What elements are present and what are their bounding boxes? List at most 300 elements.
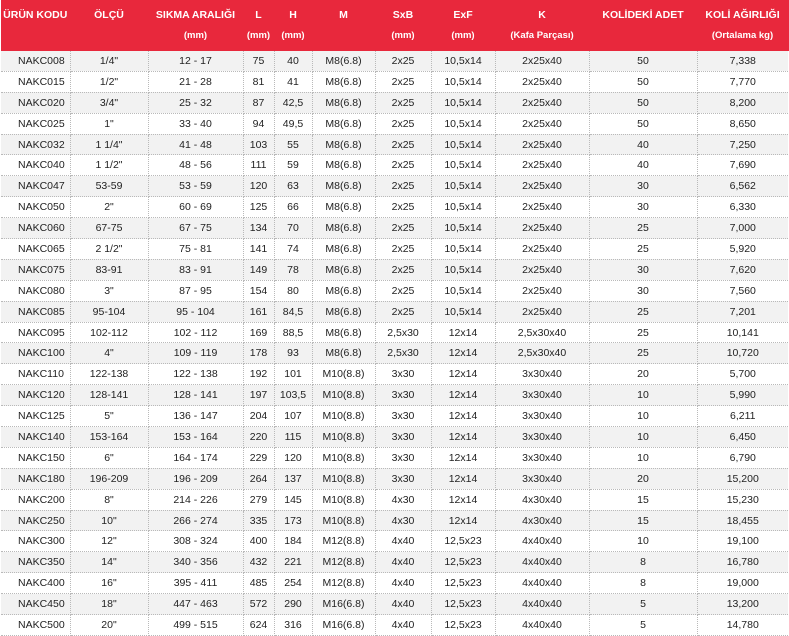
cell-box-weight: 7,338	[697, 51, 788, 71]
cell-size: 1"	[70, 113, 148, 134]
cell-clamp-range: 266 - 274	[148, 510, 243, 531]
table-row	[1, 176, 788, 197]
table-row	[1, 531, 788, 552]
cell-k: 2,5x30x40	[495, 322, 589, 343]
cell-size: 1 1/2"	[70, 155, 148, 176]
col-header-product-code: ÜRÜN KODU	[1, 0, 70, 30]
cell-product-code: NAKC100	[1, 343, 70, 364]
cell-product-code: NAKC300	[1, 531, 70, 552]
cell-box-qty: 10	[589, 427, 697, 448]
cell-k: 4x40x40	[495, 594, 589, 615]
cell-size: 14"	[70, 552, 148, 573]
cell-sxb: 3x30	[375, 385, 431, 406]
cell-size: 5"	[70, 406, 148, 427]
unit-k: (Kafa Parçası)	[495, 30, 589, 51]
cell-product-code: NAKC040	[1, 155, 70, 176]
cell-k: 3x30x40	[495, 406, 589, 427]
cell-sxb: 2x25	[375, 280, 431, 301]
cell-size: 12"	[70, 531, 148, 552]
table-header	[1, 0, 788, 51]
cell-product-code: NAKC047	[1, 176, 70, 197]
table-row	[1, 239, 788, 260]
unit-clamp-range: (mm)	[148, 30, 243, 51]
cell-exf: 10,5x14	[431, 197, 495, 218]
cell-l: 149	[243, 259, 274, 280]
cell-exf: 10,5x14	[431, 51, 495, 71]
cell-m: M16(6.8)	[312, 594, 375, 615]
table-row	[1, 155, 788, 176]
cell-l: 220	[243, 427, 274, 448]
cell-k: 4x40x40	[495, 615, 589, 636]
cell-m: M8(6.8)	[312, 176, 375, 197]
cell-h: 145	[274, 489, 312, 510]
cell-h: 80	[274, 280, 312, 301]
cell-h: 55	[274, 134, 312, 155]
cell-exf: 10,5x14	[431, 134, 495, 155]
cell-clamp-range: 308 - 324	[148, 531, 243, 552]
cell-product-code: NAKC140	[1, 427, 70, 448]
cell-size: 2"	[70, 197, 148, 218]
cell-clamp-range: 153 - 164	[148, 427, 243, 448]
cell-k: 3x30x40	[495, 447, 589, 468]
cell-clamp-range: 102 - 112	[148, 322, 243, 343]
cell-exf: 12,5x23	[431, 531, 495, 552]
cell-box-weight: 7,690	[697, 155, 788, 176]
cell-box-weight: 15,230	[697, 489, 788, 510]
cell-l: 81	[243, 71, 274, 92]
cell-size: 4"	[70, 343, 148, 364]
cell-clamp-range: 499 - 515	[148, 615, 243, 636]
cell-k: 4x40x40	[495, 531, 589, 552]
unit-l: (mm)	[243, 30, 274, 51]
cell-clamp-range: 164 - 174	[148, 447, 243, 468]
cell-clamp-range: 395 - 411	[148, 573, 243, 594]
cell-box-qty: 10	[589, 385, 697, 406]
cell-product-code: NAKC020	[1, 92, 70, 113]
cell-k: 2x25x40	[495, 176, 589, 197]
cell-sxb: 2,5x30	[375, 322, 431, 343]
cell-m: M16(6.8)	[312, 615, 375, 636]
table-row	[1, 218, 788, 239]
col-header-l: L	[243, 0, 274, 30]
cell-product-code: NAKC080	[1, 280, 70, 301]
cell-clamp-range: 12 - 17	[148, 51, 243, 71]
cell-k: 2x25x40	[495, 113, 589, 134]
table-row	[1, 447, 788, 468]
cell-exf: 12x14	[431, 489, 495, 510]
cell-box-weight: 10,141	[697, 322, 788, 343]
cell-exf: 12,5x23	[431, 594, 495, 615]
header-row-titles	[1, 0, 788, 30]
col-header-exf: ExF	[431, 0, 495, 30]
cell-box-weight: 7,201	[697, 301, 788, 322]
unit-box-weight: (Ortalama kg)	[697, 30, 788, 51]
cell-size: 3/4"	[70, 92, 148, 113]
cell-exf: 10,5x14	[431, 259, 495, 280]
cell-h: 59	[274, 155, 312, 176]
cell-sxb: 2x25	[375, 92, 431, 113]
cell-box-qty: 10	[589, 531, 697, 552]
cell-box-qty: 25	[589, 218, 697, 239]
cell-box-weight: 8,650	[697, 113, 788, 134]
cell-size: 16"	[70, 573, 148, 594]
cell-size: 20"	[70, 615, 148, 636]
cell-sxb: 4x30	[375, 489, 431, 510]
cell-sxb: 2x25	[375, 51, 431, 71]
unit-h: (mm)	[274, 30, 312, 51]
cell-m: M10(8.8)	[312, 385, 375, 406]
table-row	[1, 197, 788, 218]
cell-box-qty: 25	[589, 301, 697, 322]
cell-m: M8(6.8)	[312, 71, 375, 92]
cell-exf: 10,5x14	[431, 301, 495, 322]
cell-h: 101	[274, 364, 312, 385]
cell-box-weight: 7,250	[697, 134, 788, 155]
cell-m: M10(8.8)	[312, 427, 375, 448]
cell-l: 94	[243, 113, 274, 134]
table-row	[1, 468, 788, 489]
cell-box-weight: 14,780	[697, 615, 788, 636]
unit-size	[70, 30, 148, 51]
table-row	[1, 385, 788, 406]
cell-k: 3x30x40	[495, 427, 589, 448]
cell-size: 3"	[70, 280, 148, 301]
cell-box-weight: 7,000	[697, 218, 788, 239]
cell-k: 3x30x40	[495, 364, 589, 385]
cell-product-code: NAKC050	[1, 197, 70, 218]
cell-size: 53-59	[70, 176, 148, 197]
cell-exf: 10,5x14	[431, 176, 495, 197]
cell-m: M8(6.8)	[312, 197, 375, 218]
cell-box-weight: 16,780	[697, 552, 788, 573]
cell-k: 2x25x40	[495, 280, 589, 301]
cell-sxb: 3x30	[375, 447, 431, 468]
cell-box-qty: 40	[589, 155, 697, 176]
cell-product-code: NAKC032	[1, 134, 70, 155]
cell-product-code: NAKC095	[1, 322, 70, 343]
cell-sxb: 2x25	[375, 259, 431, 280]
cell-clamp-range: 21 - 28	[148, 71, 243, 92]
cell-product-code: NAKC180	[1, 468, 70, 489]
cell-exf: 12x14	[431, 447, 495, 468]
cell-l: 103	[243, 134, 274, 155]
cell-clamp-range: 41 - 48	[148, 134, 243, 155]
cell-exf: 12x14	[431, 343, 495, 364]
cell-l: 229	[243, 447, 274, 468]
col-header-h: H	[274, 0, 312, 30]
cell-sxb: 4x40	[375, 594, 431, 615]
cell-h: 107	[274, 406, 312, 427]
cell-k: 4x40x40	[495, 573, 589, 594]
cell-h: 78	[274, 259, 312, 280]
cell-size: 122-138	[70, 364, 148, 385]
cell-l: 197	[243, 385, 274, 406]
cell-l: 154	[243, 280, 274, 301]
cell-m: M8(6.8)	[312, 239, 375, 260]
cell-m: M8(6.8)	[312, 301, 375, 322]
cell-box-weight: 6,562	[697, 176, 788, 197]
cell-l: 125	[243, 197, 274, 218]
cell-size: 18"	[70, 594, 148, 615]
cell-l: 120	[243, 176, 274, 197]
cell-product-code: NAKC125	[1, 406, 70, 427]
unit-box-qty	[589, 30, 697, 51]
cell-l: 400	[243, 531, 274, 552]
cell-k: 4x40x40	[495, 552, 589, 573]
cell-box-qty: 15	[589, 489, 697, 510]
cell-m: M8(6.8)	[312, 92, 375, 113]
cell-product-code: NAKC350	[1, 552, 70, 573]
col-header-clamp-range: SIKMA ARALIĞI	[148, 0, 243, 30]
cell-exf: 10,5x14	[431, 239, 495, 260]
cell-l: 178	[243, 343, 274, 364]
table-row	[1, 594, 788, 615]
table-row	[1, 280, 788, 301]
cell-h: 290	[274, 594, 312, 615]
cell-box-weight: 5,990	[697, 385, 788, 406]
cell-h: 40	[274, 51, 312, 71]
table-row	[1, 92, 788, 113]
cell-exf: 12,5x23	[431, 552, 495, 573]
cell-box-weight: 5,700	[697, 364, 788, 385]
cell-k: 2x25x40	[495, 134, 589, 155]
table-row	[1, 615, 788, 636]
cell-exf: 10,5x14	[431, 113, 495, 134]
cell-sxb: 2x25	[375, 113, 431, 134]
cell-h: 120	[274, 447, 312, 468]
cell-box-qty: 25	[589, 343, 697, 364]
cell-box-qty: 30	[589, 280, 697, 301]
cell-box-qty: 50	[589, 71, 697, 92]
cell-clamp-range: 109 - 119	[148, 343, 243, 364]
table-row	[1, 343, 788, 364]
cell-sxb: 2x25	[375, 155, 431, 176]
cell-box-weight: 7,560	[697, 280, 788, 301]
cell-h: 42,5	[274, 92, 312, 113]
cell-clamp-range: 87 - 95	[148, 280, 243, 301]
cell-l: 134	[243, 218, 274, 239]
cell-l: 75	[243, 51, 274, 71]
cell-clamp-range: 447 - 463	[148, 594, 243, 615]
cell-product-code: NAKC150	[1, 447, 70, 468]
cell-clamp-range: 25 - 32	[148, 92, 243, 113]
cell-box-weight: 6,211	[697, 406, 788, 427]
cell-size: 67-75	[70, 218, 148, 239]
table-row	[1, 134, 788, 155]
col-header-size: ÖLÇÜ	[70, 0, 148, 30]
cell-m: M8(6.8)	[312, 155, 375, 176]
cell-exf: 12x14	[431, 322, 495, 343]
cell-box-weight: 13,200	[697, 594, 788, 615]
cell-size: 128-141	[70, 385, 148, 406]
table-body	[1, 51, 788, 635]
cell-exf: 12x14	[431, 385, 495, 406]
cell-product-code: NAKC120	[1, 385, 70, 406]
cell-box-qty: 20	[589, 468, 697, 489]
cell-m: M10(8.8)	[312, 447, 375, 468]
table-row	[1, 489, 788, 510]
table-row	[1, 427, 788, 448]
cell-exf: 12,5x23	[431, 573, 495, 594]
cell-size: 153-164	[70, 427, 148, 448]
cell-product-code: NAKC065	[1, 239, 70, 260]
cell-m: M8(6.8)	[312, 259, 375, 280]
cell-sxb: 2x25	[375, 239, 431, 260]
cell-l: 111	[243, 155, 274, 176]
cell-sxb: 3x30	[375, 406, 431, 427]
table-row	[1, 573, 788, 594]
cell-product-code: NAKC008	[1, 51, 70, 71]
cell-box-qty: 20	[589, 364, 697, 385]
cell-box-weight: 10,720	[697, 343, 788, 364]
cell-sxb: 4x40	[375, 573, 431, 594]
cell-box-qty: 5	[589, 615, 697, 636]
cell-clamp-range: 53 - 59	[148, 176, 243, 197]
table-row	[1, 552, 788, 573]
cell-h: 41	[274, 71, 312, 92]
cell-h: 49,5	[274, 113, 312, 134]
cell-product-code: NAKC250	[1, 510, 70, 531]
cell-box-weight: 15,200	[697, 468, 788, 489]
cell-box-qty: 50	[589, 92, 697, 113]
cell-product-code: NAKC025	[1, 113, 70, 134]
cell-m: M8(6.8)	[312, 280, 375, 301]
col-header-sxb: SxB	[375, 0, 431, 30]
cell-box-qty: 25	[589, 322, 697, 343]
cell-k: 2x25x40	[495, 259, 589, 280]
cell-h: 74	[274, 239, 312, 260]
cell-k: 3x30x40	[495, 385, 589, 406]
table-row	[1, 113, 788, 134]
cell-k: 3x30x40	[495, 468, 589, 489]
cell-box-weight: 7,620	[697, 259, 788, 280]
cell-h: 66	[274, 197, 312, 218]
unit-m	[312, 30, 375, 51]
cell-box-weight: 6,790	[697, 447, 788, 468]
cell-box-qty: 10	[589, 406, 697, 427]
cell-sxb: 3x30	[375, 427, 431, 448]
table-row	[1, 322, 788, 343]
cell-clamp-range: 67 - 75	[148, 218, 243, 239]
cell-m: M12(8.8)	[312, 573, 375, 594]
cell-sxb: 2x25	[375, 176, 431, 197]
cell-clamp-range: 83 - 91	[148, 259, 243, 280]
cell-h: 70	[274, 218, 312, 239]
cell-exf: 12x14	[431, 406, 495, 427]
cell-h: 316	[274, 615, 312, 636]
cell-size: 196-209	[70, 468, 148, 489]
cell-m: M12(8.8)	[312, 531, 375, 552]
table-row	[1, 71, 788, 92]
cell-product-code: NAKC400	[1, 573, 70, 594]
table-row	[1, 259, 788, 280]
cell-sxb: 3x30	[375, 364, 431, 385]
cell-m: M10(8.8)	[312, 510, 375, 531]
cell-m: M8(6.8)	[312, 51, 375, 71]
cell-box-qty: 30	[589, 176, 697, 197]
cell-sxb: 4x40	[375, 552, 431, 573]
header-row-units	[1, 30, 788, 51]
cell-box-qty: 8	[589, 552, 697, 573]
cell-m: M10(8.8)	[312, 489, 375, 510]
cell-box-qty: 8	[589, 573, 697, 594]
cell-product-code: NAKC200	[1, 489, 70, 510]
table-row	[1, 406, 788, 427]
cell-l: 485	[243, 573, 274, 594]
cell-box-weight: 7,770	[697, 71, 788, 92]
cell-clamp-range: 48 - 56	[148, 155, 243, 176]
cell-exf: 10,5x14	[431, 218, 495, 239]
unit-exf: (mm)	[431, 30, 495, 51]
cell-box-weight: 8,200	[697, 92, 788, 113]
cell-l: 192	[243, 364, 274, 385]
cell-sxb: 2x25	[375, 301, 431, 322]
cell-box-qty: 25	[589, 239, 697, 260]
cell-k: 2x25x40	[495, 301, 589, 322]
table-row	[1, 301, 788, 322]
cell-size: 1 1/4"	[70, 134, 148, 155]
cell-l: 161	[243, 301, 274, 322]
table-row	[1, 510, 788, 531]
cell-l: 169	[243, 322, 274, 343]
cell-sxb: 4x40	[375, 531, 431, 552]
cell-product-code: NAKC015	[1, 71, 70, 92]
cell-exf: 12x14	[431, 510, 495, 531]
cell-sxb: 2x25	[375, 218, 431, 239]
cell-k: 2x25x40	[495, 155, 589, 176]
cell-m: M10(8.8)	[312, 364, 375, 385]
cell-box-qty: 30	[589, 197, 697, 218]
cell-box-qty: 15	[589, 510, 697, 531]
cell-product-code: NAKC075	[1, 259, 70, 280]
cell-h: 184	[274, 531, 312, 552]
table-row	[1, 51, 788, 71]
cell-k: 2x25x40	[495, 218, 589, 239]
cell-product-code: NAKC085	[1, 301, 70, 322]
cell-l: 204	[243, 406, 274, 427]
cell-m: M12(8.8)	[312, 552, 375, 573]
cell-size: 10"	[70, 510, 148, 531]
cell-size: 102-112	[70, 322, 148, 343]
cell-m: M8(6.8)	[312, 322, 375, 343]
cell-l: 572	[243, 594, 274, 615]
col-header-box-qty: KOLİDEKİ ADET	[589, 0, 697, 30]
cell-clamp-range: 75 - 81	[148, 239, 243, 260]
cell-m: M8(6.8)	[312, 113, 375, 134]
cell-l: 141	[243, 239, 274, 260]
cell-k: 2x25x40	[495, 71, 589, 92]
cell-k: 2,5x30x40	[495, 343, 589, 364]
cell-clamp-range: 128 - 141	[148, 385, 243, 406]
cell-h: 63	[274, 176, 312, 197]
cell-h: 254	[274, 573, 312, 594]
cell-box-weight: 6,450	[697, 427, 788, 448]
cell-sxb: 2,5x30	[375, 343, 431, 364]
cell-k: 2x25x40	[495, 92, 589, 113]
cell-clamp-range: 214 - 226	[148, 489, 243, 510]
cell-box-qty: 10	[589, 447, 697, 468]
cell-size: 83-91	[70, 259, 148, 280]
cell-box-qty: 30	[589, 259, 697, 280]
cell-box-weight: 6,330	[697, 197, 788, 218]
cell-m: M8(6.8)	[312, 218, 375, 239]
col-header-box-weight: KOLİ AĞIRLIĞI	[697, 0, 788, 30]
cell-l: 335	[243, 510, 274, 531]
cell-h: 88,5	[274, 322, 312, 343]
cell-exf: 12x14	[431, 468, 495, 489]
cell-product-code: NAKC060	[1, 218, 70, 239]
cell-clamp-range: 33 - 40	[148, 113, 243, 134]
